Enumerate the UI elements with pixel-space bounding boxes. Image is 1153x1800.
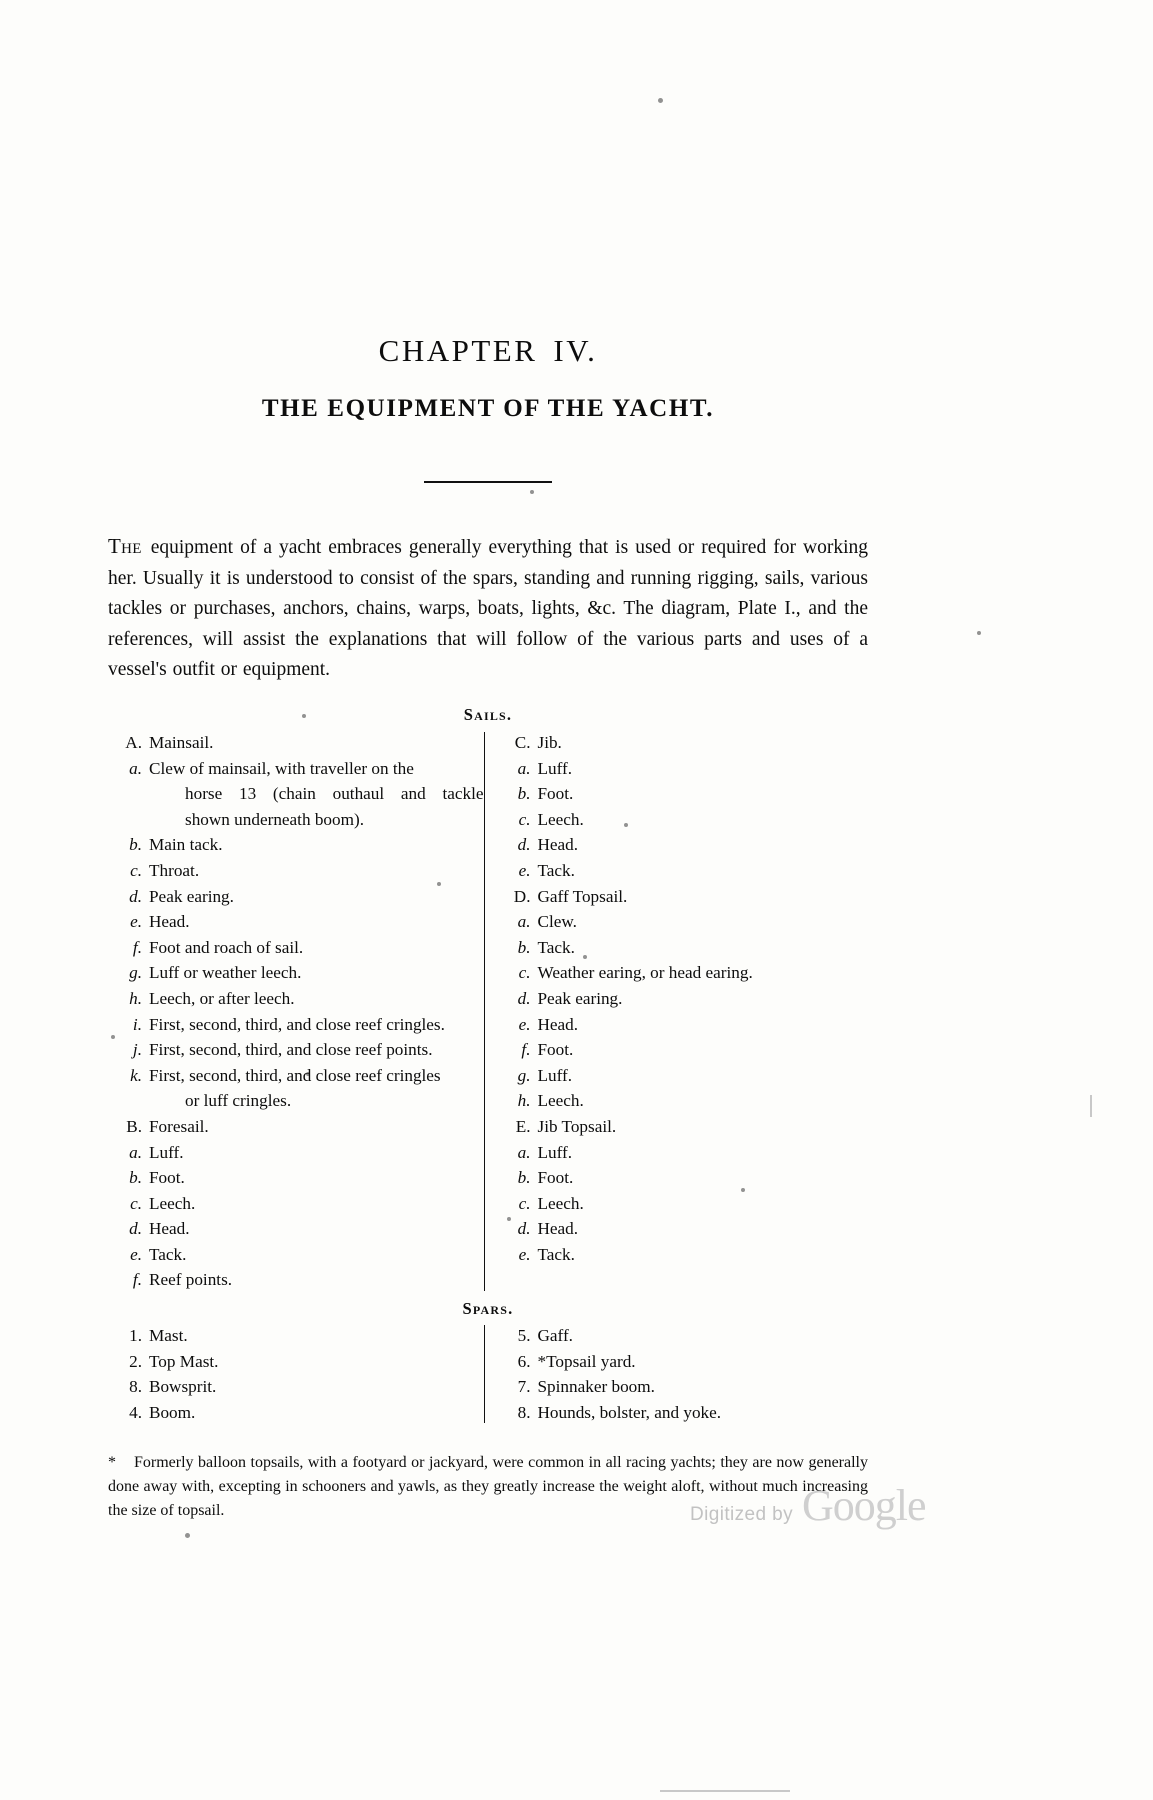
digitized-by-label: Digitized by <box>690 1504 794 1525</box>
item-text-line: First, second, third, and close reef cringles <box>149 1065 441 1085</box>
list-item <box>507 1349 869 1375</box>
item-text: Jib Topsail. <box>537 1116 617 1136</box>
item-text: Hounds, bolster, and yoke. <box>537 1402 722 1422</box>
item-label: f. <box>132 937 142 957</box>
item-text: First, second, third, and close reef points. <box>149 1040 433 1060</box>
chapter-label: CHAPTER <box>378 333 538 368</box>
item-text: Reef points. <box>149 1270 233 1290</box>
list-item <box>507 1088 869 1114</box>
item-label: a. <box>129 1142 142 1162</box>
list-item <box>507 1037 869 1063</box>
list-item <box>118 1114 484 1140</box>
item-text: Peak earing. <box>537 988 623 1008</box>
list-item <box>507 858 869 884</box>
item-label: a. <box>517 758 531 778</box>
item-label: 6. <box>517 1351 531 1371</box>
item-label: E. <box>515 1116 531 1136</box>
item-label: e. <box>130 912 142 932</box>
list-item <box>118 909 484 935</box>
item-label: 7. <box>517 1377 531 1397</box>
list-item <box>118 1267 484 1293</box>
list-item <box>118 1323 484 1349</box>
item-label: a. <box>517 912 531 932</box>
item-text: Leech. <box>537 809 584 829</box>
item-text: Main tack. <box>149 835 223 855</box>
list-item <box>118 1165 484 1191</box>
item-label: a. <box>517 1142 531 1162</box>
ornamental-rule <box>424 481 552 483</box>
sails-columns <box>108 730 868 1293</box>
list-item <box>507 1323 869 1349</box>
item-label: g. <box>517 1065 531 1085</box>
list-item <box>118 1063 484 1114</box>
item-label: h. <box>517 1091 531 1111</box>
item-text: Foresail. <box>149 1116 209 1136</box>
item-text: Luff. <box>537 1065 573 1085</box>
sails-right-column <box>485 730 869 1293</box>
item-text-line: Clew of mainsail, with traveller on the <box>149 758 414 778</box>
item-label: 8. <box>517 1402 531 1422</box>
item-label: 2. <box>129 1351 142 1371</box>
item-label: j. <box>132 1040 142 1060</box>
item-label: b. <box>517 937 531 957</box>
item-text-line: or luff cringles. <box>185 1091 292 1111</box>
item-text: Foot and roach of sail. <box>149 937 304 957</box>
footnote-text: Formerly balloon topsails, with a footyard or jackyard, were common in all racing yachts; they are now generally done away with, excepting in schooners and yawls, as they greatly increase the weight aloft, without much increasing the size of topsail. <box>108 1454 868 1520</box>
item-text: Head. <box>149 912 190 932</box>
item-label: d. <box>517 988 531 1008</box>
list-item <box>507 1242 869 1268</box>
item-label: c. <box>518 809 531 829</box>
spars-right-column <box>485 1323 869 1425</box>
item-label: k. <box>130 1065 142 1085</box>
ornamental-rule-wrapper <box>108 470 868 488</box>
item-text: Tack. <box>537 1244 575 1264</box>
item-text: Leech. <box>149 1193 196 1213</box>
chapter-subtitle: THE EQUIPMENT OF THE YACHT. <box>261 395 715 422</box>
item-text: Luff or weather leech. <box>149 963 302 983</box>
item-label: d. <box>517 835 531 855</box>
list-item <box>118 1037 484 1063</box>
item-label: d. <box>129 886 142 906</box>
item-text: Tack. <box>537 860 575 880</box>
item-label: e. <box>518 860 531 880</box>
list-item <box>118 986 484 1012</box>
list-item <box>507 935 869 961</box>
list-item <box>118 1242 484 1268</box>
item-text: Bowsprit. <box>149 1377 217 1397</box>
page-edge-mark <box>660 1790 790 1792</box>
item-text: Tack. <box>149 1244 187 1264</box>
list-item <box>507 1165 869 1191</box>
list-item <box>118 884 484 910</box>
list-item <box>507 884 869 910</box>
list-item <box>507 1191 869 1217</box>
list-item <box>507 960 869 986</box>
item-label: 8. <box>129 1377 142 1397</box>
item-text: Mainsail. <box>149 733 214 752</box>
item-text: Head. <box>149 1219 190 1239</box>
item-label: 1. <box>129 1326 142 1346</box>
item-label: 5. <box>517 1326 531 1346</box>
list-item <box>118 1349 484 1375</box>
item-text: Head. <box>537 1219 579 1239</box>
item-text: Leech, or after leech. <box>149 988 295 1008</box>
list-item <box>118 935 484 961</box>
list-item <box>118 730 484 756</box>
item-text: Gaff Topsail. <box>537 886 628 906</box>
list-item <box>507 1063 869 1089</box>
item-text: Luff. <box>537 758 573 778</box>
list-item <box>507 1012 869 1038</box>
sails-left-column <box>108 730 484 1293</box>
item-text <box>149 756 484 833</box>
item-text: Boom. <box>149 1402 196 1422</box>
item-label: A. <box>125 733 142 752</box>
scan-speck <box>977 631 981 635</box>
item-label: d. <box>129 1219 142 1239</box>
item-label: c. <box>518 963 531 983</box>
list-item <box>118 1374 484 1400</box>
sails-section-heading: Sails. <box>463 705 513 724</box>
page-edge-mark <box>1090 1095 1092 1117</box>
item-text: Foot. <box>149 1168 185 1188</box>
google-digitized-watermark <box>690 1480 926 1531</box>
item-text: Gaff. <box>537 1326 573 1346</box>
item-text: Spinnaker boom. <box>537 1377 655 1397</box>
item-text: Weather earing, or head earing. <box>537 963 753 983</box>
item-label: g. <box>129 963 142 983</box>
list-item <box>118 858 484 884</box>
item-text: Head. <box>537 835 579 855</box>
item-label: b. <box>517 1168 531 1188</box>
item-text: Throat. <box>149 860 200 880</box>
item-label: e. <box>518 1244 531 1264</box>
list-item <box>507 756 869 782</box>
item-label: a. <box>129 758 142 778</box>
intro-paragraph <box>108 531 868 686</box>
item-text: Foot. <box>537 784 574 804</box>
item-text: Tack. <box>537 937 575 957</box>
item-label: c. <box>518 1193 531 1213</box>
item-label: b. <box>129 835 142 855</box>
list-item <box>118 1400 484 1426</box>
footnote-marker: * <box>108 1454 116 1472</box>
item-label: 4. <box>129 1402 142 1422</box>
item-text: Jib. <box>537 733 562 752</box>
list-item <box>507 781 869 807</box>
item-text: Peak earing. <box>149 886 234 906</box>
item-text: Head. <box>537 1014 579 1034</box>
item-label: b. <box>517 784 531 804</box>
list-item <box>118 960 484 986</box>
item-label: e. <box>518 1014 531 1034</box>
item-text: Leech. <box>537 1193 584 1213</box>
page-content <box>108 0 868 1539</box>
item-label: e. <box>130 1244 142 1264</box>
list-item <box>118 1012 484 1038</box>
spars-section-heading: Spars. <box>462 1299 514 1319</box>
item-label: C. <box>514 733 531 752</box>
list-item <box>507 832 869 858</box>
item-text: Leech. <box>537 1091 584 1111</box>
list-item <box>507 1216 869 1242</box>
list-item <box>507 909 869 935</box>
item-text: Luff. <box>149 1142 184 1162</box>
item-label: B. <box>126 1116 142 1136</box>
list-item <box>118 1140 484 1166</box>
item-label: D. <box>513 886 531 906</box>
item-text <box>149 1063 484 1114</box>
google-logo-text: Google <box>802 1481 926 1530</box>
item-text: Luff. <box>537 1142 573 1162</box>
item-label: f. <box>521 1040 531 1060</box>
list-item <box>118 756 484 833</box>
list-item <box>118 1216 484 1242</box>
item-text: Foot. <box>537 1040 574 1060</box>
chapter-title <box>108 333 868 369</box>
item-text: First, second, third, and close reef cringles. <box>149 1014 445 1034</box>
chapter-number: IV. <box>553 333 598 368</box>
list-item <box>507 1400 869 1426</box>
item-text-line: horse 13 (chain outhaul and tackle <box>185 784 484 804</box>
item-text-line: shown underneath boom). <box>185 809 365 829</box>
item-label: c. <box>130 860 142 880</box>
item-text: Clew. <box>537 912 577 932</box>
item-label: d. <box>517 1219 531 1239</box>
list-item <box>507 986 869 1012</box>
item-label: c. <box>130 1193 142 1213</box>
spars-left-column <box>108 1323 484 1425</box>
item-label: h. <box>129 988 142 1008</box>
intro-lead-word: The <box>108 534 142 558</box>
spars-columns <box>108 1323 868 1425</box>
intro-body-text: equipment of a yacht embraces generally everything that is used or required for working her. Usually it is understood to consist of the spars, standing and running rigging, sails, various tackles or purchases, anchors, chains, warps, boats, lights, &c. The diagram, Plate I., and the references, will assist the explanations that will follow of the various parts and uses of a vessel's outfit or equipment. <box>108 537 868 680</box>
list-item <box>507 1374 869 1400</box>
item-text: *Topsail yard. <box>537 1351 636 1371</box>
list-item <box>507 807 869 833</box>
item-label: b. <box>129 1168 142 1188</box>
item-text: Mast. <box>149 1326 188 1346</box>
list-item <box>507 1140 869 1166</box>
list-item <box>507 1114 869 1140</box>
item-text: Foot. <box>537 1168 574 1188</box>
item-label: i. <box>132 1014 142 1034</box>
list-item <box>118 832 484 858</box>
list-item <box>507 730 869 756</box>
list-item <box>118 1191 484 1217</box>
spars-section <box>108 1299 868 1425</box>
item-text: Top Mast. <box>149 1351 219 1371</box>
item-label: f. <box>132 1270 142 1290</box>
